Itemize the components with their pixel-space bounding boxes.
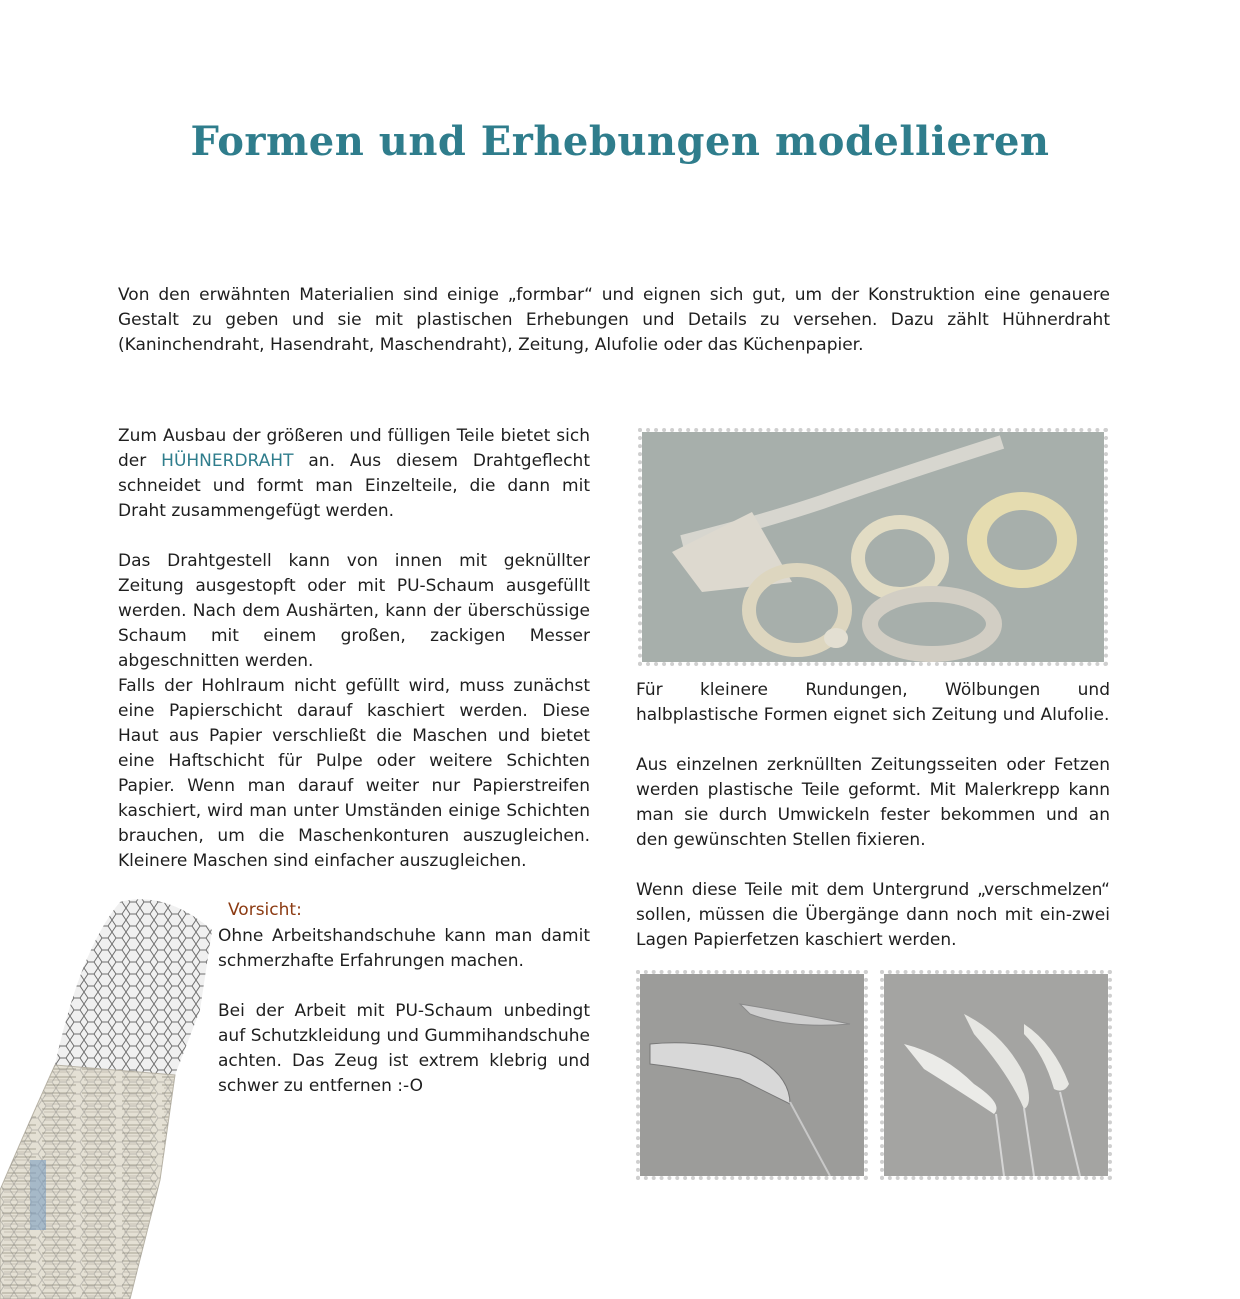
intro-paragraph: Von den erwähnten Materialien sind einige „formbar“ und eignen sich gut, um der Konstruktion eine genauere Gestalt zu geben und sie mit plastischen Erhebungen und Details zu versehen. Dazu zählt Hühnerdraht (Kaninchendraht, Hasendraht, Maschendraht), Zeitung, Alufolie oder das Küchenpapier. <box>118 285 1110 355</box>
warning-text <box>218 924 590 1099</box>
p1-after: an. Aus diesem Drahtgeflecht schneidet und formt man Einzelteile, die dann mit Draht zusammengefügt werden. <box>118 451 590 521</box>
wire-frame-paragraph: Das Drahtgestell kann von innen mit geknüllter Zeitung ausgestopft oder mit PU-Schaum ausgefüllt werden. Nach dem Aushärten, kann der überschüssige Schaum mit einem großen, zackigen Messer abgeschnitten werden. <box>118 551 590 671</box>
chicken-wire-tube-illustration <box>0 890 240 1299</box>
right-column <box>636 678 1110 953</box>
newspaper-rings-photo <box>638 428 1108 666</box>
page-title: Formen und Erhebungen modellieren <box>190 118 1050 165</box>
chicken-wire-highlight: HÜHNERDRAHT <box>161 451 294 471</box>
p1-before: Zum Ausbau der größeren und fülligen Teile bietet sich der <box>118 426 590 471</box>
chicken-wire-paragraph <box>118 424 590 524</box>
newspaper-foil-paragraph: Für kleinere Rundungen, Wölbungen und halbplastische Formen eignet sich Zeitung und Alufolie. <box>636 680 1110 725</box>
foil-shapes-photo <box>636 970 868 1180</box>
warning-gloves: Ohne Arbeitshandschuhe kann man damit schmerzhafte Erfahrungen machen. <box>218 926 590 971</box>
wrapped-shapes-photo <box>880 970 1112 1180</box>
warning-title: Vorsicht: <box>228 900 302 920</box>
warning-foam: Bei der Arbeit mit PU-Schaum unbedingt auf Schutzkleidung und Gummihandschuhe achten. Das Zeug ist extrem klebrig und schwer zu entfernen :-O <box>218 1001 590 1096</box>
paper-layer-paragraph: Falls der Hohlraum nicht gefüllt wird, muss zunächst eine Papierschicht darauf kaschiert werden. Diese Haut aus Papier verschließt die Maschen und bietet eine Haftschicht für Pulpe oder weitere Schichten Papier. Wenn man darauf weiter nur Papierstreifen kaschiert, wird man unter Umständen einige Schichten brauchen, um die Maschenkonturen auszugleichen. Kleinere Maschen sind einfacher auszugleichen. <box>118 676 590 871</box>
left-column <box>118 424 590 874</box>
crumpled-paper-paragraph: Aus einzelnen zerknüllten Zeitungsseiten oder Fetzen werden plastische Teile geformt. Mit Malerkrepp kann man sie durch Umwickeln fester bekommen und an den gewünschten Stellen fixieren. <box>636 755 1110 850</box>
blending-paragraph: Wenn diese Teile mit dem Untergrund „verschmelzen“ sollen, müssen die Übergänge dann noch mit ein-zwei Lagen Papierfetzen kaschiert werden. <box>636 880 1110 950</box>
